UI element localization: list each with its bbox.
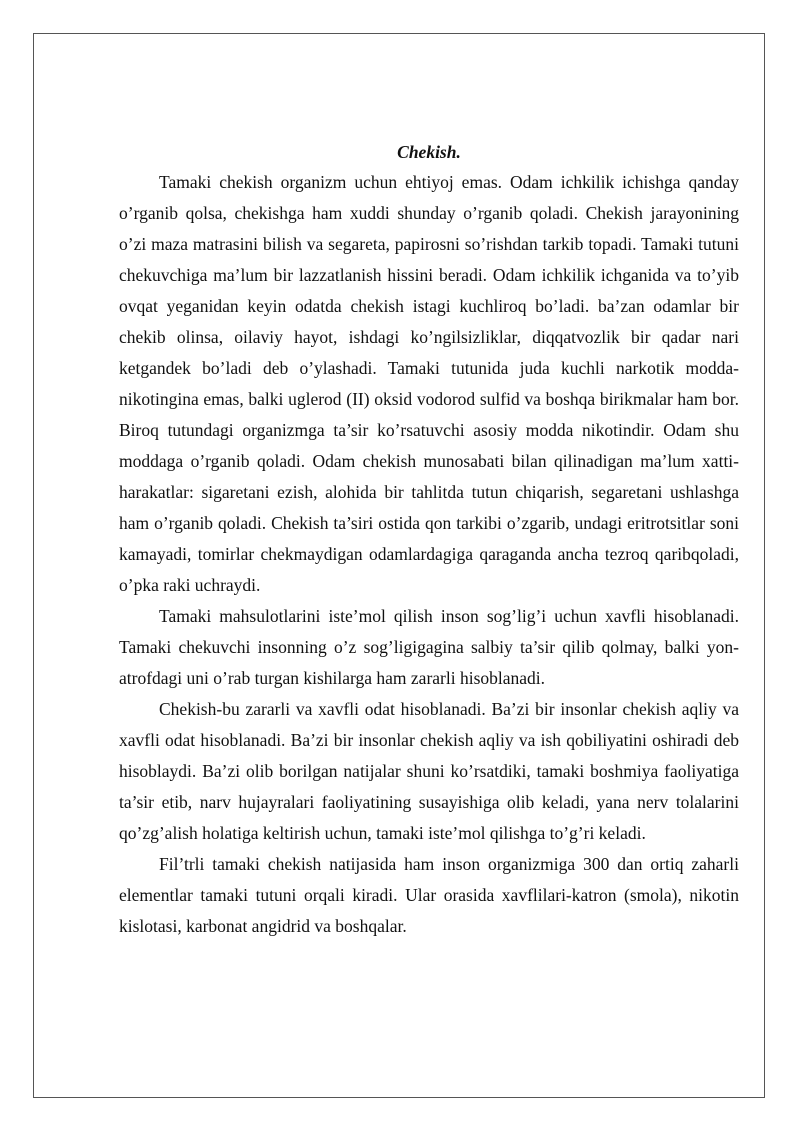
document-body	[119, 138, 739, 942]
paragraph-4: Fil’trli tamaki chekish natijasida ham inson organizmiga 300 dan ortiq zaharli elementlar tamaki tutuni orqali kiradi. Ular orasida xavflilari-katron (smola), nikotin kislotasi, karbonat angidrid va boshqalar.	[119, 854, 739, 936]
paragraph-1: Tamaki chekish organizm uchun ehtiyoj emas. Odam ichkilik ichishga qanday o’rganib qolsa, chekishga ham xuddi shunday o’rganib qoladi. Chekish jarayonining o’zi maza matrasini bilish va segareta, papirosni so’rishdan tarkib topadi. Tamaki tutuni chekuvchiga ma’lum bir lazzatlanish hissini beradi. Odam ichkilik ichganida va to’yib ovqat yeganidan keyin odatda chekish istagi kuchliroq bo’ladi. ba’zan odamlar bir chekib olinsa, oilaviy hayot, ishdagi ko’ngilsizliklar, diqqatvozlik bir qadar nari ketgandek bo’ladi deb o’ylashadi. Tamaki tutunida juda kuchli narkotik modda-nikotingina emas, balki uglerod (II) oksid vodorod sulfid va boshqa birikmalar ham bor. Biroq tutundagi organizmga ta’sir ko’rsatuvchi asosiy modda nikotindir. Odam shu moddaga o’rganib qoladi. Odam chekish munosabati bilan qilinadigan ma’lum xatti-harakatlar: sigaretani ezish, alohida bir tahlitda tutun chiqarish, segaretani ushlashga ham o’rganib qoladi. Chekish ta’siri ostida qon tarkibi o’zgarib, undagi eritrotsitlar soni kamayadi, tomirlar chekmaydigan odamlardagiga qaraganda ancha tezroq qaribqoladi, o’pka raki uchraydi.	[119, 172, 739, 595]
document-title: Chekish.	[397, 142, 461, 162]
paragraph-2: Tamaki mahsulotlarini iste’mol qilish inson sog’lig’i uchun xavfli hisoblanadi. Tamaki chekuvchi insonning o’z sog’ligigagina salbiy ta’sir qilib qolmay, balki yon-atrofdagi uni o’rab turgan kishilarga ham zararli hisoblanadi.	[119, 606, 739, 688]
paragraph-3: Chekish-bu zararli va xavfli odat hisoblanadi. Ba’zi bir insonlar chekish aqliy va xavfli odat hisoblanadi. Ba’zi bir insonlar chekish aqliy va ish qobiliyatini oshiradi deb hisoblaydi. Ba’zi olib borilgan natijalar shuni ko’rsatdiki, tamaki boshmiya faoliyatiga ta’sir etib, narv hujayralari faoliyatining susayishiga olib keladi, yana nerv tolalarini qo’zg’alish holatiga keltirish uchun, tamaki iste’mol qilishga to’g’ri keladi.	[119, 699, 739, 843]
